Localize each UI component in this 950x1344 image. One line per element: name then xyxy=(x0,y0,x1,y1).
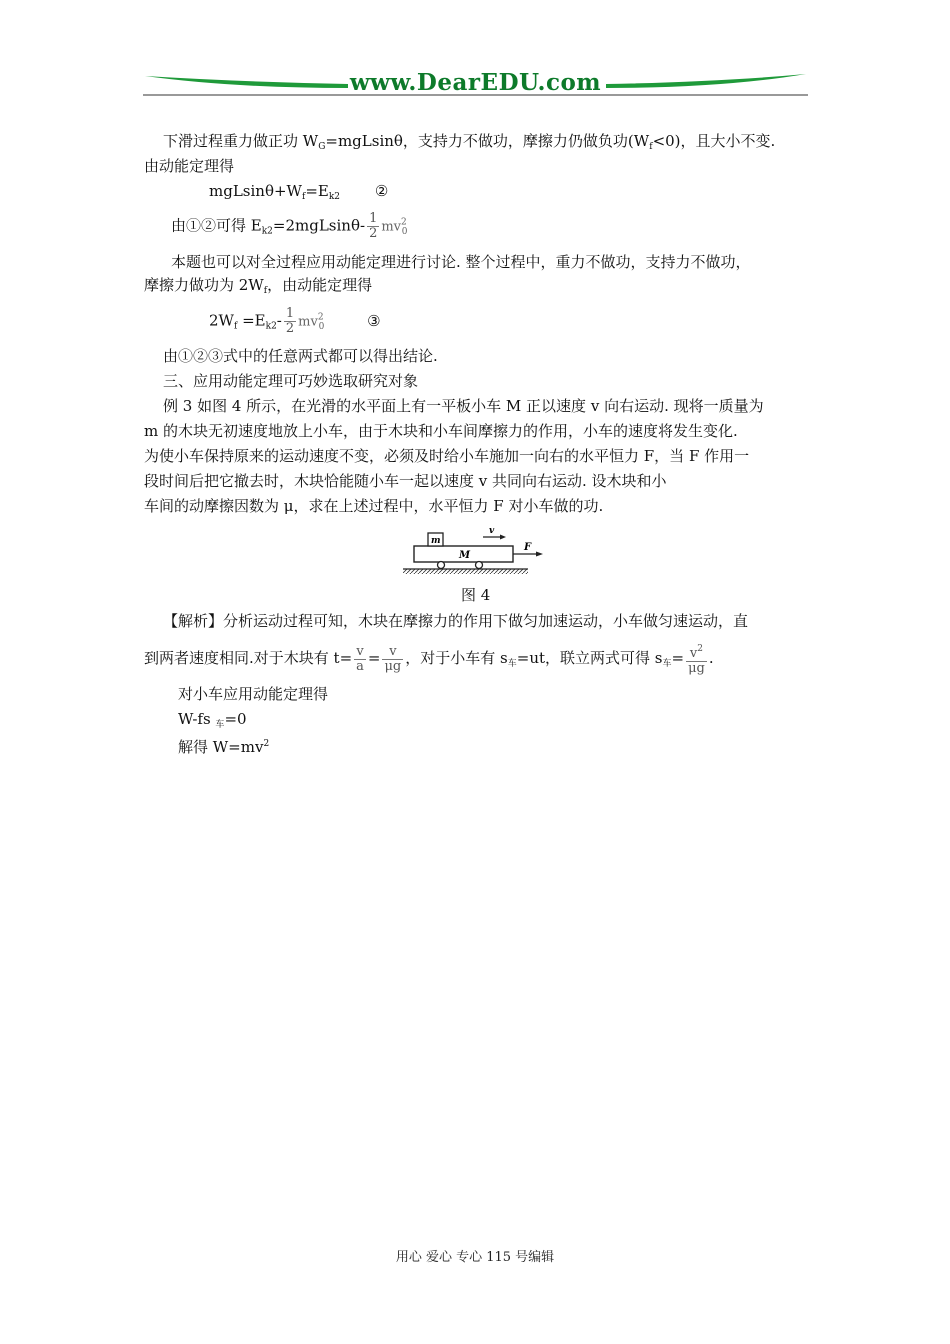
final-answer: 解得 $W=mv^2$ xyxy=(178,738,270,756)
equation-number: ③ xyxy=(367,311,381,330)
figure-4-caption: 图 4 xyxy=(461,586,491,604)
paragraph-by-theorem: 由动能定理得 xyxy=(144,157,235,175)
force-label: F xyxy=(524,542,532,553)
work-equation: W-fs $_车$=0 xyxy=(178,710,247,730)
velocity-label: v xyxy=(489,526,495,536)
cart-label: M xyxy=(459,550,471,561)
result-ek2: 由①②可得 $E_{k2}=2mgLsin\theta-$ $\frac{1}{2}$ $mv^2_0$ xyxy=(171,211,408,241)
ground-hatch xyxy=(403,569,528,574)
fraction-v2-over-mug: $\frac{v^2}{\mu g}$ xyxy=(688,644,705,676)
fraction-v-over-mug: $\frac{v}{\mu g}$ xyxy=(384,643,402,674)
equation-3: $2W_f =E_{k2}-$ $\frac{1}{2}$ $mv^2_0$ ③ xyxy=(209,306,381,336)
page-footer: 用心 爱心 专心 115 号编辑 xyxy=(395,1250,555,1265)
block-label: m xyxy=(431,536,441,546)
site-logo[interactable]: www.DearEDU.com xyxy=(349,69,602,96)
fraction-one-half: $\frac{1}{2}$ xyxy=(369,211,378,241)
paragraph-downhill: 下滑过程重力做正功 $W_G=mgLsin\theta$，支持力不做功，摩擦力仍做负功$(W_f<0)$，且大小不变. xyxy=(163,132,776,152)
cart-wheel-right xyxy=(476,562,483,569)
example-3-line-2: m 的木块无初速度地放上小车，由于木块和小车间摩擦力的作用，小车的速度将发生变化. xyxy=(144,422,738,440)
example-3-line-3: 为使小车保持原来的运动速度不变，必须及时给小车施加一向右的水平恒力 F，当 F 作用一 xyxy=(144,447,750,465)
analysis-line-1: 【解析】分析运动过程可知，木块在摩擦力的作用下做匀加速运动，小车做匀速运动，直 xyxy=(163,612,749,630)
figure-4-cart-diagram xyxy=(403,525,548,577)
example-3-line-5: 车间的动摩擦因数为 μ，求在上述过程中，水平恒力 F 对小车做的功. xyxy=(144,497,604,515)
paragraph-whole-process: 本题也可以对全过程应用动能定理进行讨论. 整个过程中，重力不做功，支持力不做功， xyxy=(171,253,751,271)
fraction-one-half: $\frac{1}{2}$ xyxy=(285,306,295,336)
apply-theorem-line: 对小车应用动能定理得 xyxy=(178,685,329,703)
cart-wheel-left xyxy=(438,562,445,569)
paragraph-friction-work: 摩擦力做功为 $2W_f$，由动能定理得 xyxy=(144,276,373,296)
analysis-line-2: 到两者速度相同.对于木块有 t= $\frac{v}{a}$ = $\frac{v}{\mu g}$ ，对于小车有 $s_车=ut$，联立两式可得 $s_车=$ $\frac{v^2}{\mu g}$ . xyxy=(144,643,714,676)
page-header xyxy=(143,62,808,98)
equation-number: ② xyxy=(374,182,389,200)
equation-2: $mgLsin\theta+W_f=E_{k2}$ ② xyxy=(209,182,389,202)
example-3-line-1: 例 3 如图 4 所示，在光滑的水平面上有一平板小车 M 正以速度 v 向右运动. 现将一质量为 xyxy=(163,397,764,415)
example-3-line-4: 段时间后把它撤去时，木块恰能随小车一起以速度 v 共同向右运动. 设木块和小 xyxy=(144,472,667,490)
section-heading-3: 三、应用动能定理可巧妙选取研究对象 xyxy=(163,372,419,390)
fraction-v-over-a: $\frac{v}{a}$ xyxy=(356,643,364,674)
paragraph-conclusion: 由①②③式中的任意两式都可以得出结论. xyxy=(163,347,438,365)
